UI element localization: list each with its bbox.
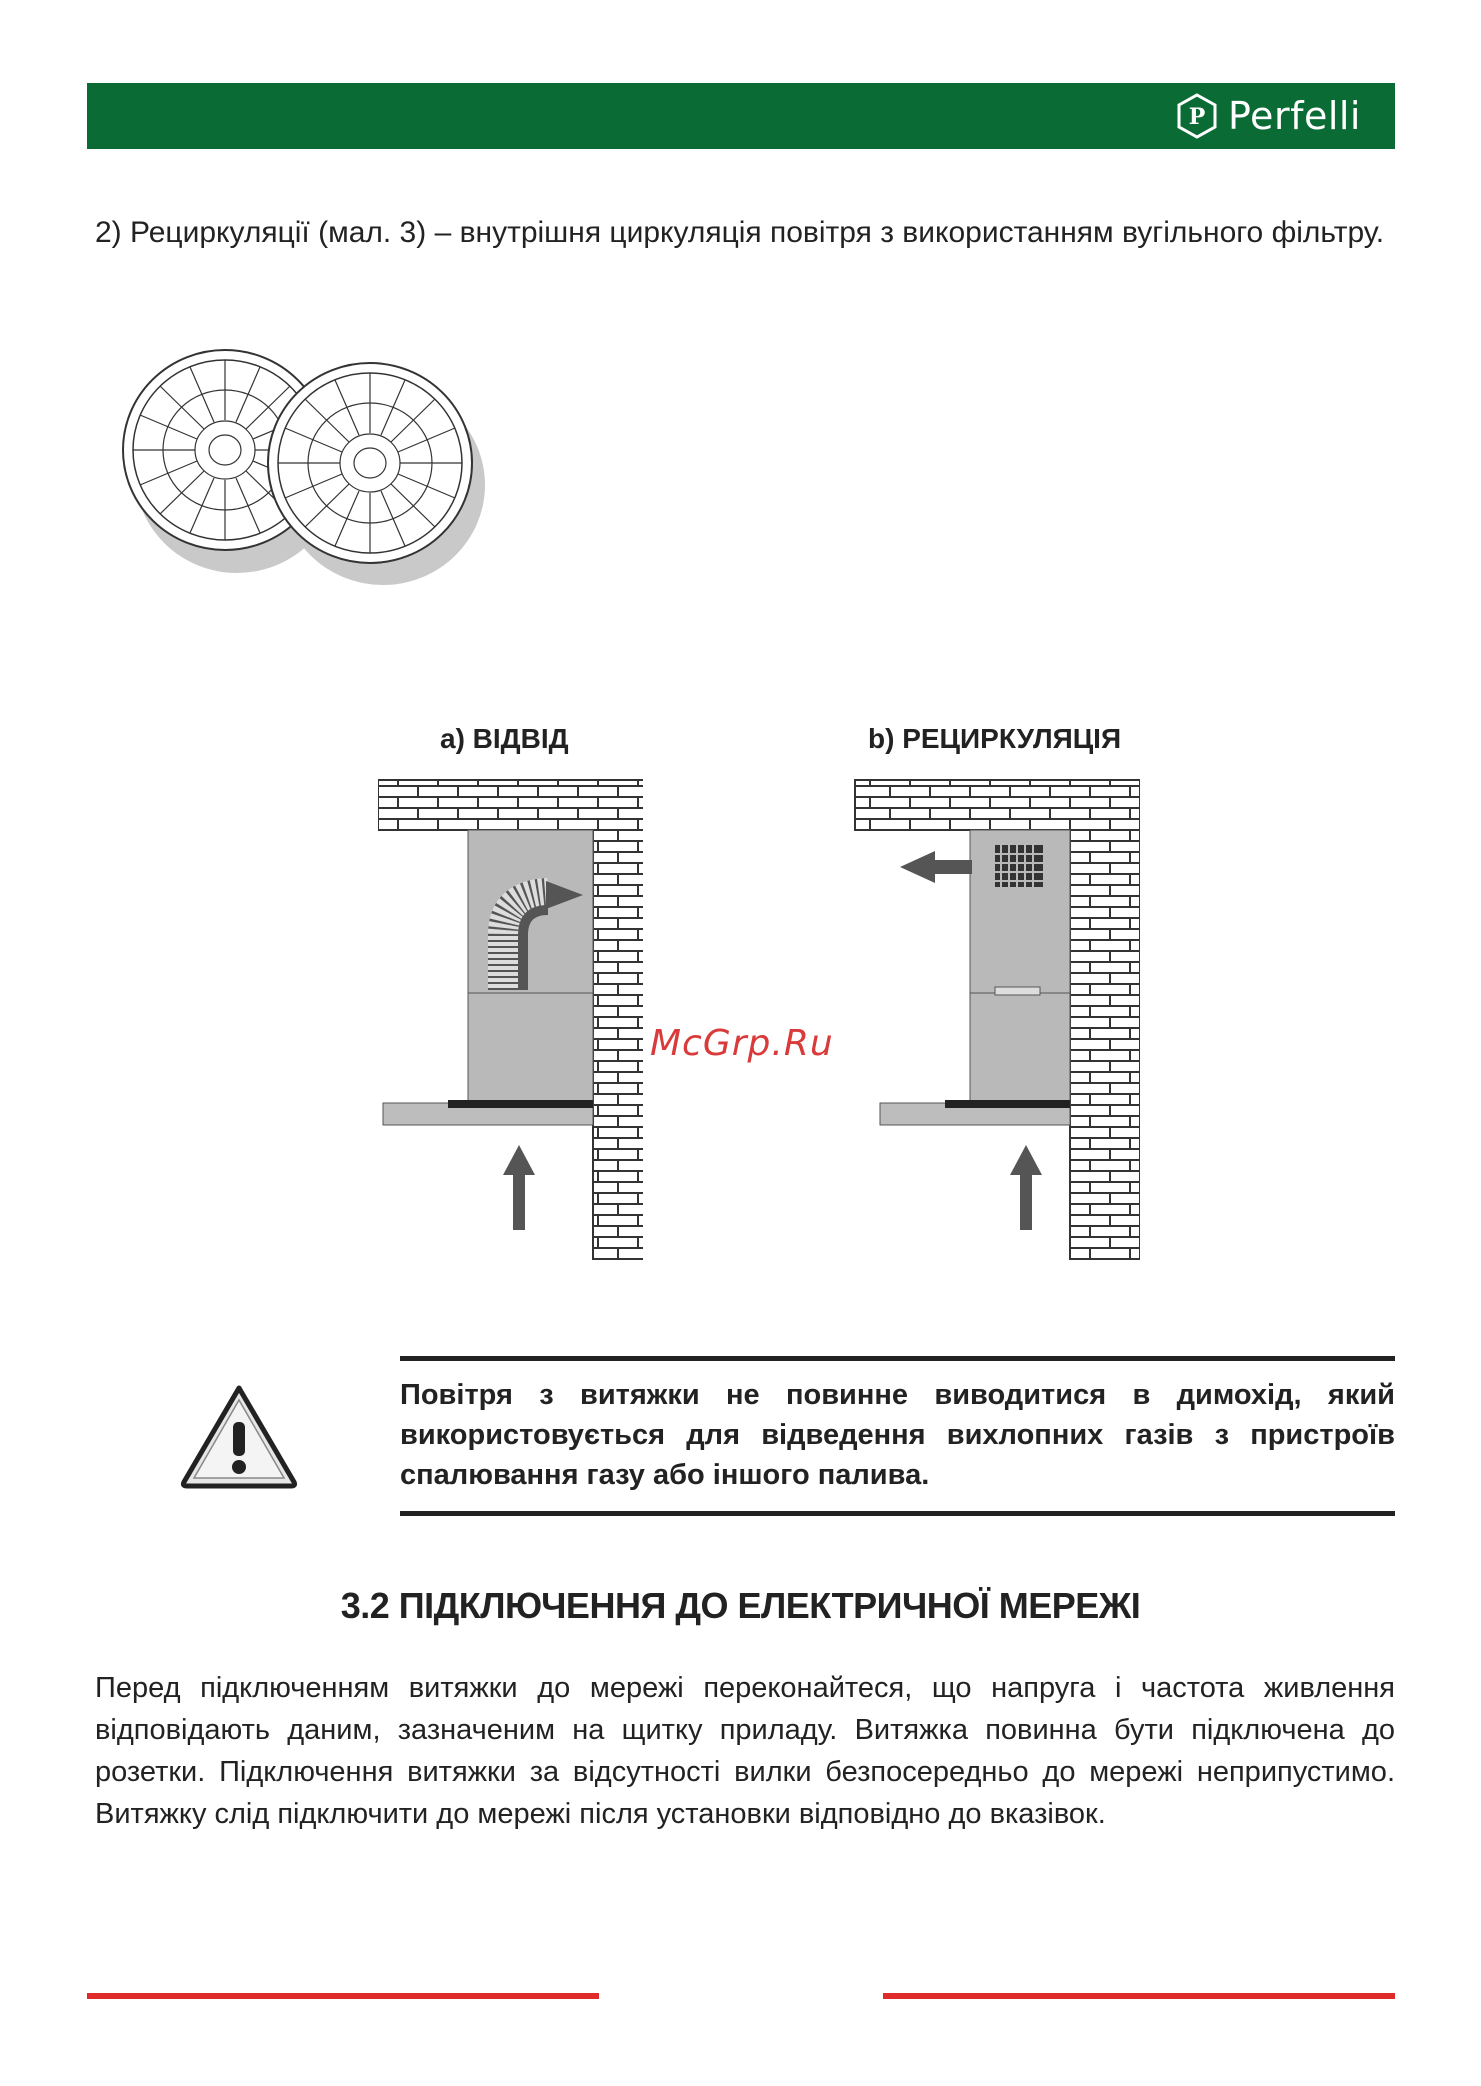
- warning-top-rule: [400, 1356, 1395, 1361]
- warning-triangle-icon: [178, 1382, 300, 1492]
- watermark: McGrp.Ru: [650, 1023, 834, 1064]
- warning-bottom-rule: [400, 1511, 1395, 1516]
- section-paragraph: Перед підключенням витяжки до мережі переконайтеся, що напруга і частота живлення відповідають даним, зазначеним на щитку приладу. Витяжка повинна бути підключена до розетки. Підключення витяжки за відсутності вилки безпосередньо до мережі неприпустимо. Витяжку слід підключити до мережі після установки відповідно до вказівок.: [95, 1672, 1395, 1830]
- footer-rule-right: [883, 1993, 1395, 1999]
- header-bar: [87, 83, 1395, 149]
- section-heading: 3.2 ПІДКЛЮЧЕННЯ ДО ЕЛЕКТРИЧНОЇ МЕРЕЖІ: [340, 1585, 1141, 1626]
- brand-logo: [1176, 93, 1361, 139]
- carbon-filters-icon: [115, 345, 485, 590]
- diagram-a-caption: а) ВІДВІД: [440, 723, 569, 754]
- intro-paragraph: 2) Рециркуляції (мал. 3) – внутрішня циркуляція повітря з використанням вугільного фільтру.: [95, 216, 1385, 249]
- warning-text: Повітря з витяжки не повинне виводитися в димохід, який використовується для відведення вихлопних газів з пристроїв спалювання газу або іншого палива.: [400, 1379, 1395, 1491]
- diagram-b-caption: b) РЕЦИРКУЛЯЦІЯ: [868, 723, 1122, 754]
- recirculation-diagram: [850, 775, 1140, 1260]
- perfelli-logo-icon: [1176, 93, 1218, 139]
- brand-name: Perfelli: [1228, 94, 1361, 138]
- extraction-diagram: [378, 775, 643, 1260]
- svg-text:P: P: [1188, 104, 1206, 130]
- footer-rule-left: [87, 1993, 599, 1999]
